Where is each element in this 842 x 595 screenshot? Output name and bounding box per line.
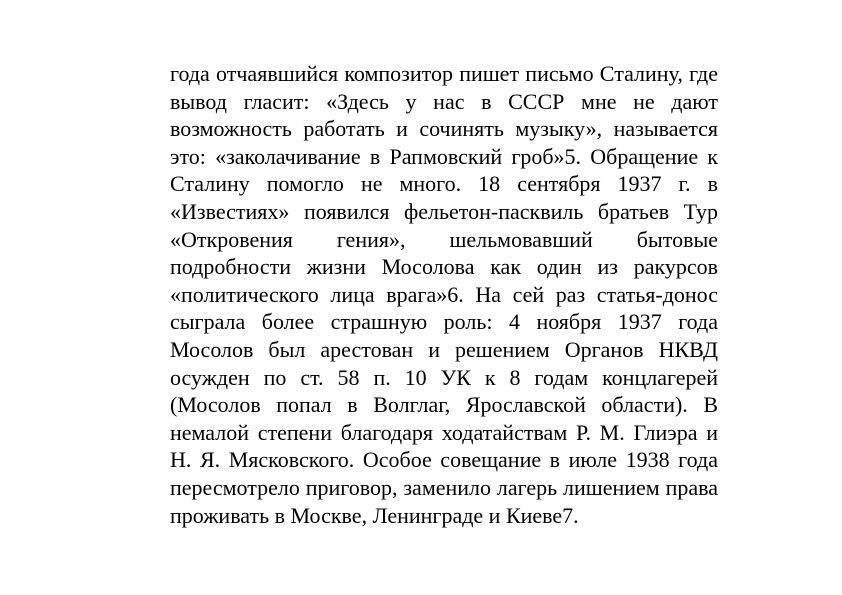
text-line: подробности жизни Мосолова как один из ракурсов xyxy=(170,254,718,280)
text-line: года отчаявшийся композитор пишет письмо Сталину, где xyxy=(170,61,718,86)
text-line: Сталину помогло не много. 18 сентября 1937 г. в xyxy=(170,171,718,197)
text-line: немалой степени благодаря ходатайствам Р. М. Глиэра и xyxy=(170,419,718,445)
text-line: сыграла более страшную роль: 4 ноября 1937 года xyxy=(170,309,718,335)
body-paragraph xyxy=(170,60,718,529)
text-line: возможность работать и сочинять музыку», называется xyxy=(170,116,718,142)
text-line: Мосолов был арестован и решением Органов НКВД xyxy=(170,336,718,362)
text-line: осужден по ст. 58 п. 10 УК к 8 годам концлагерей xyxy=(170,364,718,390)
text-line: это: «заколачивание в Рапмовский гроб»5. Обращение к xyxy=(170,143,718,169)
text-line: Н. Я. Мясковского. Особое совещание в июле 1938 года xyxy=(170,447,718,473)
text-line: «политического лица врага»6. На сей раз статья-донос xyxy=(170,281,718,307)
text-line: пересмотрело приговор, заменило лагерь лишением права xyxy=(170,474,718,500)
text-line: «Откровения гения», шельмовавший бытовые xyxy=(170,226,718,252)
text-line: вывод гласит: «Здесь у нас в СССР мне не дают xyxy=(170,88,718,114)
text-line: «Известиях» появился фельетон-пасквиль братьев Тур xyxy=(170,198,718,224)
text-line: (Мосолов попал в Волглаг, Ярославской области). В xyxy=(170,392,718,418)
text-line: проживать в Москве, Ленинграде и Киеве7. xyxy=(170,502,579,528)
